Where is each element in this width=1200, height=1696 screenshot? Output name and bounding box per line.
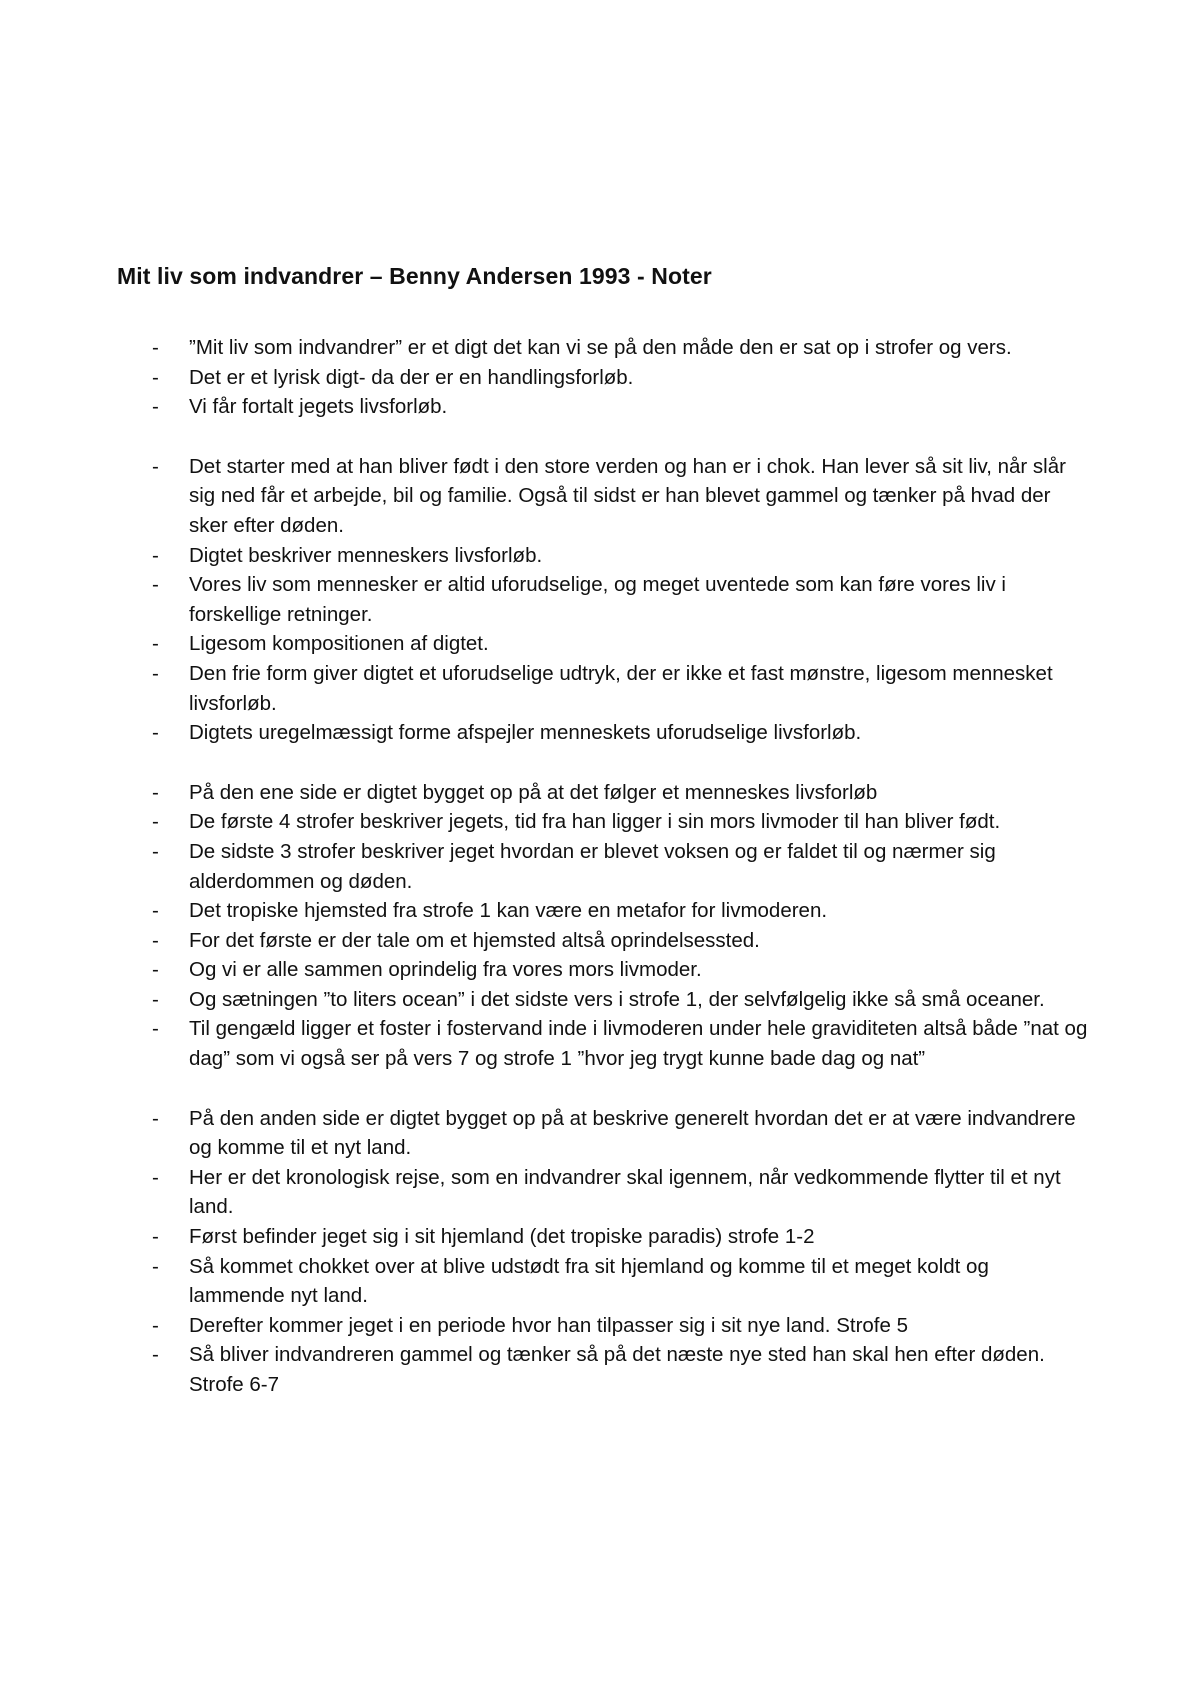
list-item xyxy=(0,1340,1090,1399)
bullet-dash: - xyxy=(152,632,159,656)
bullet-dash: - xyxy=(152,1254,159,1278)
list-item xyxy=(0,1104,1090,1163)
list-item xyxy=(0,659,1090,718)
notes-list xyxy=(0,333,1200,1430)
list-item xyxy=(0,1163,1090,1222)
list-item-text: Digtets uregelmæssigt forme afspejler menneskets uforudselige livsforløb. xyxy=(189,721,862,745)
bullet-dash: - xyxy=(152,1017,159,1041)
bullet-dash: - xyxy=(152,839,159,863)
list-item xyxy=(0,955,1090,985)
bullet-dash: - xyxy=(152,1313,159,1337)
list-item-text: Så kommet chokket over at blive udstødt fra sit hjemland og komme til et meget koldt og lammende nyt land. xyxy=(189,1254,989,1308)
bullet-dash: - xyxy=(152,721,159,745)
bullet-dash: - xyxy=(152,987,159,1011)
list-item-text: På den ene side er digtet bygget op på at det følger et menneskes livsforløb xyxy=(189,780,878,804)
list-item xyxy=(0,837,1090,896)
list-item-text: Her er det kronologisk rejse, som en indvandrer skal igennem, når vedkommende flytter til et nyt land. xyxy=(189,1165,1061,1219)
list-item-text: De første 4 strofer beskriver jegets, tid fra han ligger i sin mors livmoder til han bliver født. xyxy=(189,810,1001,834)
list-item-text: Ligesom kompositionen af digtet. xyxy=(189,632,489,656)
bullet-dash: - xyxy=(152,661,159,685)
list-item xyxy=(0,629,1090,659)
list-item xyxy=(0,570,1090,629)
list-item xyxy=(0,1252,1090,1311)
notes-group-2 xyxy=(0,452,1200,748)
list-item xyxy=(0,926,1090,956)
list-item xyxy=(0,363,1090,393)
list-item xyxy=(0,1222,1090,1252)
list-item xyxy=(0,452,1090,541)
list-item-text: Så bliver indvandreren gammel og tænker så på det næste nye sted han skal hen efter døden. Strofe 6-7 xyxy=(189,1343,1045,1396)
list-item xyxy=(0,541,1090,571)
list-item-text: Vi får fortalt jegets livsforløb. xyxy=(189,395,448,419)
list-item-text: For det første er der tale om et hjemsted altså oprindelsessted. xyxy=(189,928,760,952)
bullet-dash: - xyxy=(152,395,159,419)
bullet-dash: - xyxy=(152,928,159,952)
list-item xyxy=(0,985,1090,1015)
notes-group-4 xyxy=(0,1104,1200,1400)
list-item-text: Det starter med at han bliver født i den store verden og han er i chok. Han lever så sit liv, når slår sig ned får et arbejde, bil og familie. Også til sidst er han blevet gammel og tænker på hvad der sker efter døden. xyxy=(189,454,1066,537)
list-item xyxy=(0,896,1090,926)
bullet-dash: - xyxy=(152,365,159,389)
document-title: Mit liv som indvandrer – Benny Andersen 1993 - Noter xyxy=(117,263,712,289)
list-item-text: På den anden side er digtet bygget op på at beskrive generelt hvordan det er at være indvandrere og komme til et nyt land. xyxy=(189,1106,1076,1160)
list-item-text: Og sætningen ”to liters ocean” i det sidste vers i strofe 1, der selvfølgelig ikke så små oceaner. xyxy=(189,987,1045,1011)
list-item-text: Digtet beskriver menneskers livsforløb. xyxy=(189,543,543,567)
bullet-dash: - xyxy=(152,543,159,567)
bullet-dash: - xyxy=(152,958,159,982)
bullet-dash: - xyxy=(152,1106,159,1130)
bullet-dash: - xyxy=(152,1343,159,1367)
list-item-text: Først befinder jeget sig i sit hjemland (det tropiske paradis) strofe 1-2 xyxy=(189,1225,815,1249)
list-item-text: Derefter kommer jeget i en periode hvor han tilpasser sig i sit nye land. Strofe 5 xyxy=(189,1313,908,1337)
list-item-text: Og vi er alle sammen oprindelig fra vores mors livmoder. xyxy=(189,958,702,982)
list-item-text: Det er et lyrisk digt- da der er en handlingsforløb. xyxy=(189,365,634,389)
bullet-dash: - xyxy=(152,573,159,597)
list-item-text: De sidste 3 strofer beskriver jeget hvordan er blevet voksen og er faldet til og nærmer sig alderdommen og døden. xyxy=(189,839,996,893)
list-item xyxy=(0,718,1090,748)
list-item-text: Vores liv som mennesker er altid uforudselige, og meget uventede som kan føre vores liv i forskellige retninger. xyxy=(189,573,1006,626)
list-item-text: Til gengæld ligger et foster i fostervand inde i livmoderen under hele graviditeten altså både ”nat og dag” som vi også ser på vers 7 og strofe 1 ”hvor jeg trygt kunne bade dag og nat” xyxy=(189,1017,1088,1071)
bullet-dash: - xyxy=(152,810,159,834)
list-item xyxy=(0,807,1090,837)
bullet-dash: - xyxy=(152,780,159,804)
bullet-dash: - xyxy=(152,336,159,359)
notes-group-3 xyxy=(0,778,1200,1074)
bullet-dash: - xyxy=(152,1165,159,1189)
bullet-dash: - xyxy=(152,899,159,923)
list-item xyxy=(0,392,1090,422)
bullet-dash: - xyxy=(152,1225,159,1249)
list-item-text: Den frie form giver digtet et uforudselige udtryk, der er ikke et fast mønstre, ligesom mennesket livsforløb. xyxy=(189,661,1053,715)
list-item xyxy=(0,778,1090,808)
notes-group-1 xyxy=(0,333,1200,422)
bullet-dash: - xyxy=(152,454,159,478)
list-item-text: ”Mit liv som indvandrer” er et digt det kan vi se på den måde den er sat op i strofer og vers. xyxy=(189,336,1012,359)
list-item xyxy=(0,1311,1090,1341)
list-item xyxy=(0,1014,1090,1073)
list-item xyxy=(0,333,1090,363)
list-item-text: Det tropiske hjemsted fra strofe 1 kan være en metafor for livmoderen. xyxy=(189,899,828,923)
